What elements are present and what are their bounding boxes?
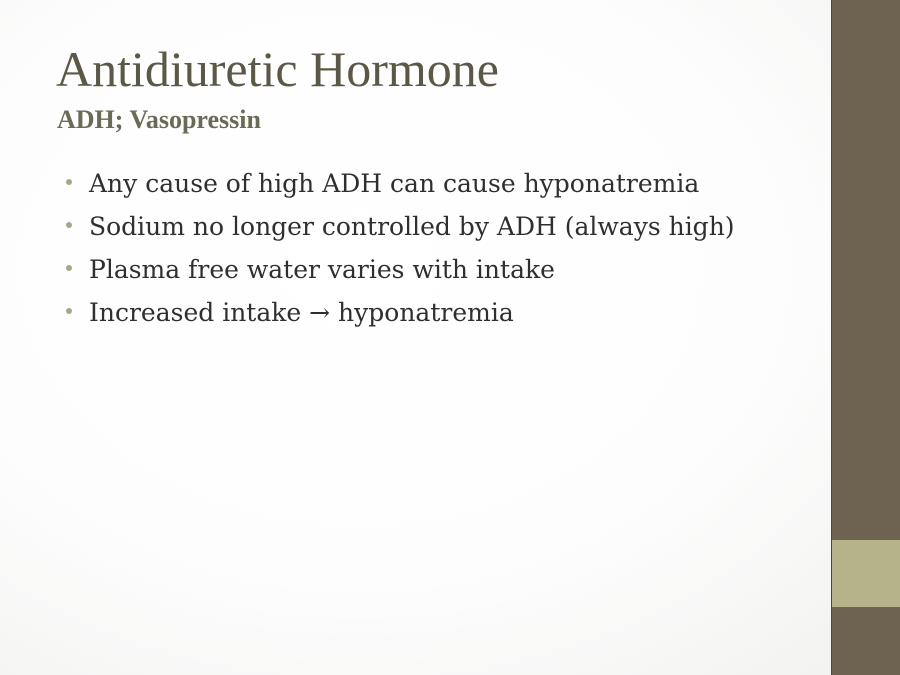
bullet-dot-icon	[66, 265, 72, 271]
bullet-item	[66, 205, 735, 248]
bullet-item	[66, 162, 735, 205]
bullet-list	[66, 162, 735, 334]
side-decor-accent	[832, 540, 900, 607]
bullet-item	[66, 248, 735, 291]
bullet-text: Increased intake → hyponatremia	[89, 298, 514, 327]
bullet-dot-icon	[66, 179, 72, 185]
side-decor-bar	[831, 0, 900, 675]
bullet-text: Any cause of high ADH can cause hyponatremia	[89, 169, 700, 198]
slide-subtitle: ADH; Vasopressin	[57, 105, 261, 134]
slide-title: Antidiuretic Hormone	[56, 41, 499, 97]
bullet-dot-icon	[66, 308, 72, 314]
bullet-item	[66, 291, 735, 334]
bullet-dot-icon	[66, 222, 72, 228]
bullet-text: Plasma free water varies with intake	[89, 255, 555, 284]
bullet-text: Sodium no longer controlled by ADH (always high)	[89, 212, 735, 241]
